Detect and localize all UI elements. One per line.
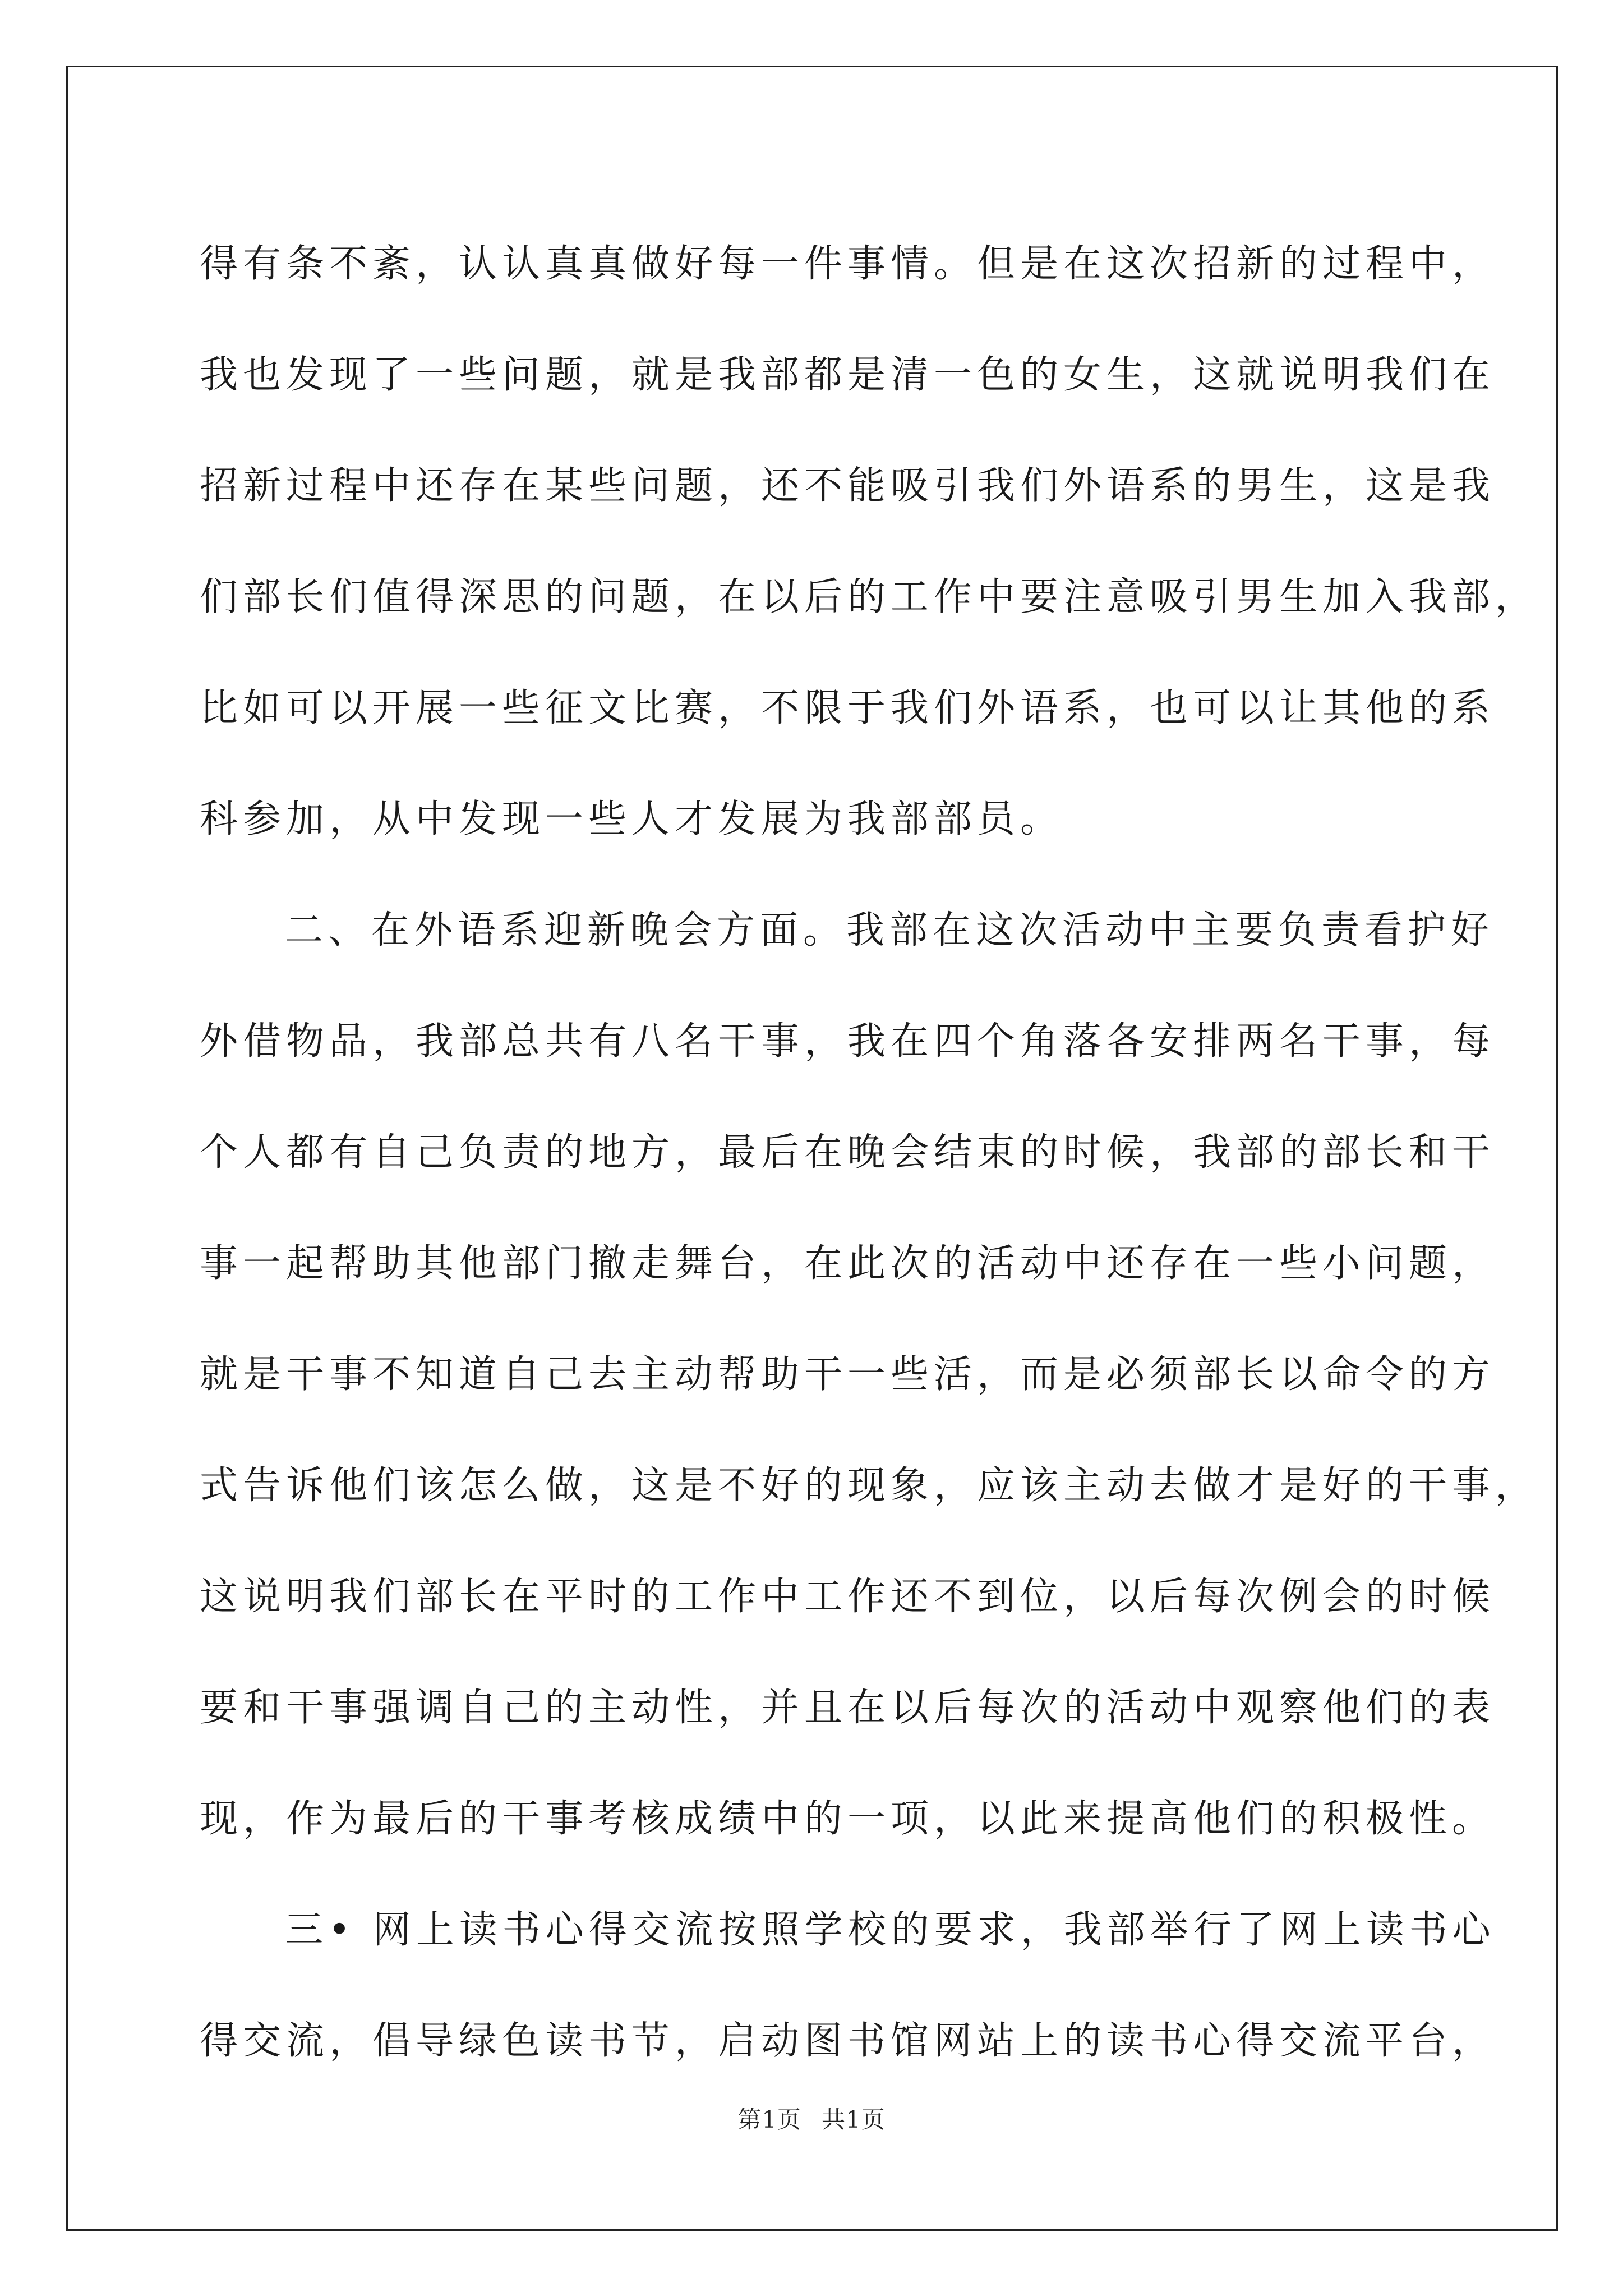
paragraph-start-line: 三• 网上读书心得交流按照学校的要求，我部举行了网上读书心 xyxy=(285,1908,1496,1952)
paragraph-start-line: 二、在外语系迎新晚会方面。我部在这次活动中主要负责看护好 xyxy=(285,908,1495,953)
page-footer xyxy=(0,2101,1623,2135)
text-line: 我也发现了一些问题，就是我部都是清一色的女生，这就说明我们在 xyxy=(200,353,1496,397)
page-total: 共1页 xyxy=(822,2106,886,2133)
text-line: 外借物品，我部总共有八名干事，我在四个角落各安排两名干事，每 xyxy=(200,1019,1496,1064)
text-line: 个人都有自己负责的地方，最后在晚会结束的时候，我部的部长和干 xyxy=(200,1130,1496,1175)
text-line: 这说明我们部长在平时的工作中工作还不到位，以后每次例会的时候 xyxy=(200,1575,1496,1619)
text-line: 得有条不紊，认认真真做好每一件事情。但是在这次招新的过程中， xyxy=(200,242,1496,286)
text-line: 现，作为最后的干事考核成绩中的一项，以此来提高他们的积极性。 xyxy=(200,1797,1496,1841)
text-line: 比如可以开展一些征文比赛，不限于我们外语系，也可以让其他的系 xyxy=(200,686,1496,730)
text-line: 式告诉他们该怎么做，这是不好的现象，应该主动去做才是好的干事， xyxy=(200,1464,1539,1508)
text-line: 得交流，倡导绿色读书节，启动图书馆网站上的读书心得交流平台， xyxy=(200,2019,1496,2063)
text-line: 们部长们值得深思的问题，在以后的工作中要注意吸引男生加入我部， xyxy=(200,575,1539,619)
document-body xyxy=(200,209,1539,2097)
text-line: 招新过程中还存在某些问题，还不能吸引我们外语系的男生，这是我 xyxy=(200,464,1496,508)
text-line: 事一起帮助其他部门撤走舞台，在此次的活动中还存在一些小问题， xyxy=(200,1241,1496,1286)
text-line: 科参加，从中发现一些人才发展为我部部员。 xyxy=(200,797,1064,841)
text-line: 就是干事不知道自己去主动帮助干一些活，而是必须部长以命令的方 xyxy=(200,1352,1496,1397)
text-line: 要和干事强调自己的主动性，并且在以后每次的活动中观察他们的表 xyxy=(200,1686,1496,1730)
page-number: 第1页 xyxy=(737,2106,801,2133)
